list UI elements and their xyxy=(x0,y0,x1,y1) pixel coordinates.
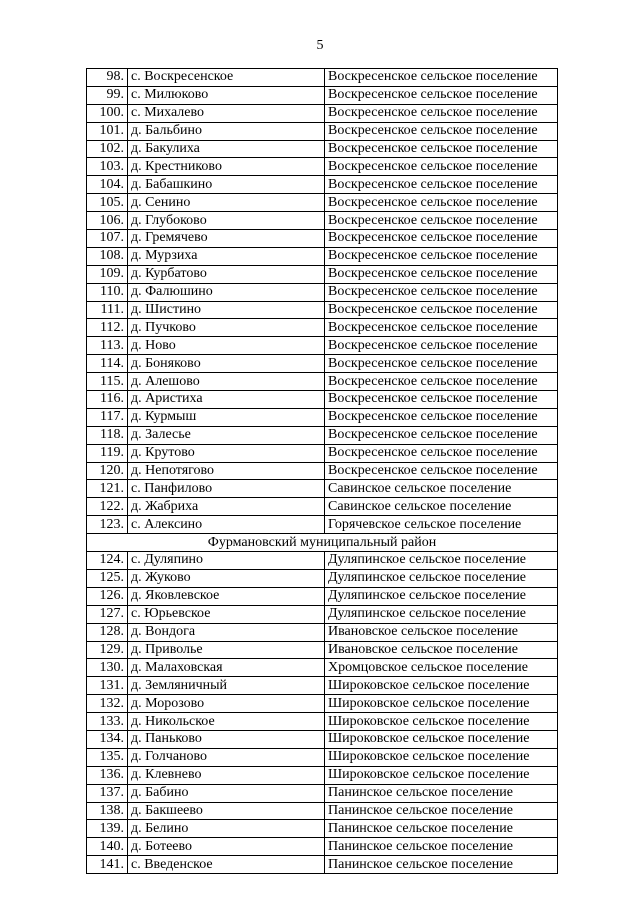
table-row xyxy=(87,426,558,444)
locality-name: д. Приволье xyxy=(128,641,325,659)
locality-name: д. Жуково xyxy=(128,569,325,587)
table-row xyxy=(87,337,558,355)
row-number: 123. xyxy=(87,516,128,534)
row-number: 106. xyxy=(87,212,128,230)
locality-name: д. Паньково xyxy=(128,730,325,748)
locality-name: д. Аристиха xyxy=(128,391,325,409)
settlement-name: Воскресенское сельское поселение xyxy=(325,122,558,140)
locality-name: д. Бакшеево xyxy=(128,802,325,820)
row-number: 116. xyxy=(87,391,128,409)
settlement-name: Панинское сельское поселение xyxy=(325,820,558,838)
locality-name: д. Белино xyxy=(128,820,325,838)
table-row xyxy=(87,140,558,158)
table-row xyxy=(87,373,558,391)
row-number: 101. xyxy=(87,122,128,140)
row-number: 104. xyxy=(87,176,128,194)
row-number: 107. xyxy=(87,230,128,248)
locality-name: д. Земляничный xyxy=(128,677,325,695)
settlement-name: Воскресенское сельское поселение xyxy=(325,444,558,462)
row-number: 98. xyxy=(87,69,128,87)
locality-name: с. Михалево xyxy=(128,104,325,122)
locality-name: д. Жабриха xyxy=(128,498,325,516)
row-number: 100. xyxy=(87,104,128,122)
settlement-name: Широковское сельское поселение xyxy=(325,766,558,784)
table-row xyxy=(87,784,558,802)
locality-name: д. Глубоково xyxy=(128,212,325,230)
locality-name: д. Крестниково xyxy=(128,158,325,176)
table-row xyxy=(87,605,558,623)
settlement-name: Широковское сельское поселение xyxy=(325,677,558,695)
row-number: 139. xyxy=(87,820,128,838)
locality-name: д. Бабино xyxy=(128,784,325,802)
settlement-name: Панинское сельское поселение xyxy=(325,838,558,856)
table-row xyxy=(87,587,558,605)
row-number: 121. xyxy=(87,480,128,498)
locality-name: д. Бальбино xyxy=(128,122,325,140)
table-row xyxy=(87,659,558,677)
settlement-name: Воскресенское сельское поселение xyxy=(325,373,558,391)
table-row xyxy=(87,766,558,784)
table-row xyxy=(87,498,558,516)
table-row xyxy=(87,158,558,176)
settlement-name: Воскресенское сельское поселение xyxy=(325,283,558,301)
table-row xyxy=(87,69,558,87)
locality-name: д. Никольское xyxy=(128,713,325,731)
locality-name: с. Панфилово xyxy=(128,480,325,498)
table-row xyxy=(87,265,558,283)
district-header-row xyxy=(87,534,558,552)
settlement-name: Хромцовское сельское поселение xyxy=(325,659,558,677)
row-number: 124. xyxy=(87,552,128,570)
settlement-name: Панинское сельское поселение xyxy=(325,784,558,802)
row-number: 118. xyxy=(87,426,128,444)
row-number: 119. xyxy=(87,444,128,462)
table-row xyxy=(87,695,558,713)
district-section xyxy=(87,534,558,552)
settlement-name: Воскресенское сельское поселение xyxy=(325,212,558,230)
locality-name: д. Алешово xyxy=(128,373,325,391)
row-number: 135. xyxy=(87,748,128,766)
locality-name: д. Непотягово xyxy=(128,462,325,480)
settlement-name: Воскресенское сельское поселение xyxy=(325,337,558,355)
settlement-name: Горячевское сельское поселение xyxy=(325,516,558,534)
page-number: 5 xyxy=(316,38,324,53)
table-row xyxy=(87,730,558,748)
settlement-name: Дуляпинское сельское поселение xyxy=(325,605,558,623)
row-number: 115. xyxy=(87,373,128,391)
settlement-name: Широковское сельское поселение xyxy=(325,695,558,713)
settlement-name: Ивановское сельское поселение xyxy=(325,641,558,659)
row-number: 136. xyxy=(87,766,128,784)
settlement-name: Воскресенское сельское поселение xyxy=(325,230,558,248)
row-number: 140. xyxy=(87,838,128,856)
row-number: 125. xyxy=(87,569,128,587)
locality-name: д. Ново xyxy=(128,337,325,355)
table-row xyxy=(87,641,558,659)
table-row xyxy=(87,713,558,731)
row-number: 122. xyxy=(87,498,128,516)
settlement-name: Воскресенское сельское поселение xyxy=(325,265,558,283)
locality-name: д. Голчаново xyxy=(128,748,325,766)
settlements-table xyxy=(86,68,558,874)
table-row xyxy=(87,104,558,122)
table-row xyxy=(87,838,558,856)
row-number: 117. xyxy=(87,408,128,426)
row-number: 105. xyxy=(87,194,128,212)
table-row xyxy=(87,176,558,194)
locality-name: д. Шистино xyxy=(128,301,325,319)
row-number: 133. xyxy=(87,713,128,731)
row-number: 134. xyxy=(87,730,128,748)
locality-name: с. Дуляпино xyxy=(128,552,325,570)
row-number: 102. xyxy=(87,140,128,158)
row-number: 128. xyxy=(87,623,128,641)
locality-name: д. Курбатово xyxy=(128,265,325,283)
settlement-name: Широковское сельское поселение xyxy=(325,713,558,731)
table-row xyxy=(87,820,558,838)
locality-name: д. Ботеево xyxy=(128,838,325,856)
table-row xyxy=(87,283,558,301)
locality-name: с. Милюково xyxy=(128,86,325,104)
district-header: Фурмановский муниципальный район xyxy=(87,534,558,552)
locality-name: д. Морозово xyxy=(128,695,325,713)
table-row xyxy=(87,212,558,230)
locality-name: с. Алексино xyxy=(128,516,325,534)
settlement-name: Воскресенское сельское поселение xyxy=(325,462,558,480)
settlement-name: Ивановское сельское поселение xyxy=(325,623,558,641)
settlement-name: Воскресенское сельское поселение xyxy=(325,176,558,194)
settlement-name: Савинское сельское поселение xyxy=(325,480,558,498)
locality-name: с. Юрьевское xyxy=(128,605,325,623)
settlement-name: Воскресенское сельское поселение xyxy=(325,247,558,265)
locality-name: д. Сенино xyxy=(128,194,325,212)
table-row xyxy=(87,802,558,820)
table-row xyxy=(87,748,558,766)
locality-name: д. Вондога xyxy=(128,623,325,641)
table-row xyxy=(87,677,558,695)
row-number: 132. xyxy=(87,695,128,713)
row-number: 114. xyxy=(87,355,128,373)
locality-name: д. Гремячево xyxy=(128,230,325,248)
locality-name: д. Мурзиха xyxy=(128,247,325,265)
row-number: 129. xyxy=(87,641,128,659)
table-row xyxy=(87,247,558,265)
table-row xyxy=(87,319,558,337)
row-number: 126. xyxy=(87,587,128,605)
row-number: 103. xyxy=(87,158,128,176)
table-row xyxy=(87,444,558,462)
table-row xyxy=(87,569,558,587)
locality-name: д. Бабашкино xyxy=(128,176,325,194)
table-row xyxy=(87,86,558,104)
table-row xyxy=(87,355,558,373)
table-row xyxy=(87,391,558,409)
table-row xyxy=(87,194,558,212)
locality-name: д. Боняково xyxy=(128,355,325,373)
row-number: 127. xyxy=(87,605,128,623)
settlement-name: Воскресенское сельское поселение xyxy=(325,140,558,158)
row-number: 120. xyxy=(87,462,128,480)
locality-name: д. Яковлевское xyxy=(128,587,325,605)
row-number: 109. xyxy=(87,265,128,283)
table-row xyxy=(87,301,558,319)
settlement-name: Воскресенское сельское поселение xyxy=(325,69,558,87)
settlement-name: Панинское сельское поселение xyxy=(325,802,558,820)
settlement-name: Дуляпинское сельское поселение xyxy=(325,587,558,605)
locality-name: с. Введенское xyxy=(128,856,325,874)
locality-name: д. Клевнево xyxy=(128,766,325,784)
locality-name: д. Малаховская xyxy=(128,659,325,677)
settlement-name: Воскресенское сельское поселение xyxy=(325,319,558,337)
locality-name: д. Бакулиха xyxy=(128,140,325,158)
settlement-name: Воскресенское сельское поселение xyxy=(325,194,558,212)
table-section-before xyxy=(87,69,558,534)
table-row xyxy=(87,462,558,480)
settlement-name: Воскресенское сельское поселение xyxy=(325,391,558,409)
settlement-name: Панинское сельское поселение xyxy=(325,856,558,874)
settlement-name: Широковское сельское поселение xyxy=(325,730,558,748)
row-number: 130. xyxy=(87,659,128,677)
settlement-name: Воскресенское сельское поселение xyxy=(325,158,558,176)
settlement-name: Савинское сельское поселение xyxy=(325,498,558,516)
locality-name: д. Крутово xyxy=(128,444,325,462)
table-row xyxy=(87,552,558,570)
row-number: 99. xyxy=(87,86,128,104)
settlement-name: Воскресенское сельское поселение xyxy=(325,426,558,444)
locality-name: с. Воскресенское xyxy=(128,69,325,87)
settlement-name: Дуляпинское сельское поселение xyxy=(325,569,558,587)
row-number: 137. xyxy=(87,784,128,802)
locality-name: д. Пучково xyxy=(128,319,325,337)
table-row xyxy=(87,856,558,874)
row-number: 141. xyxy=(87,856,128,874)
table-row xyxy=(87,623,558,641)
row-number: 110. xyxy=(87,283,128,301)
locality-name: д. Залесье xyxy=(128,426,325,444)
table-row xyxy=(87,516,558,534)
locality-name: д. Курмыш xyxy=(128,408,325,426)
row-number: 138. xyxy=(87,802,128,820)
row-number: 108. xyxy=(87,247,128,265)
settlement-name: Воскресенское сельское поселение xyxy=(325,104,558,122)
table-row xyxy=(87,408,558,426)
table-row xyxy=(87,122,558,140)
table-row xyxy=(87,230,558,248)
row-number: 113. xyxy=(87,337,128,355)
table-section-after xyxy=(87,552,558,874)
row-number: 111. xyxy=(87,301,128,319)
settlement-name: Воскресенское сельское поселение xyxy=(325,301,558,319)
settlement-name: Воскресенское сельское поселение xyxy=(325,86,558,104)
row-number: 131. xyxy=(87,677,128,695)
table-row xyxy=(87,480,558,498)
row-number: 112. xyxy=(87,319,128,337)
settlement-name: Широковское сельское поселение xyxy=(325,748,558,766)
settlement-name: Дуляпинское сельское поселение xyxy=(325,552,558,570)
settlement-name: Воскресенское сельское поселение xyxy=(325,408,558,426)
settlement-name: Воскресенское сельское поселение xyxy=(325,355,558,373)
locality-name: д. Фалюшино xyxy=(128,283,325,301)
